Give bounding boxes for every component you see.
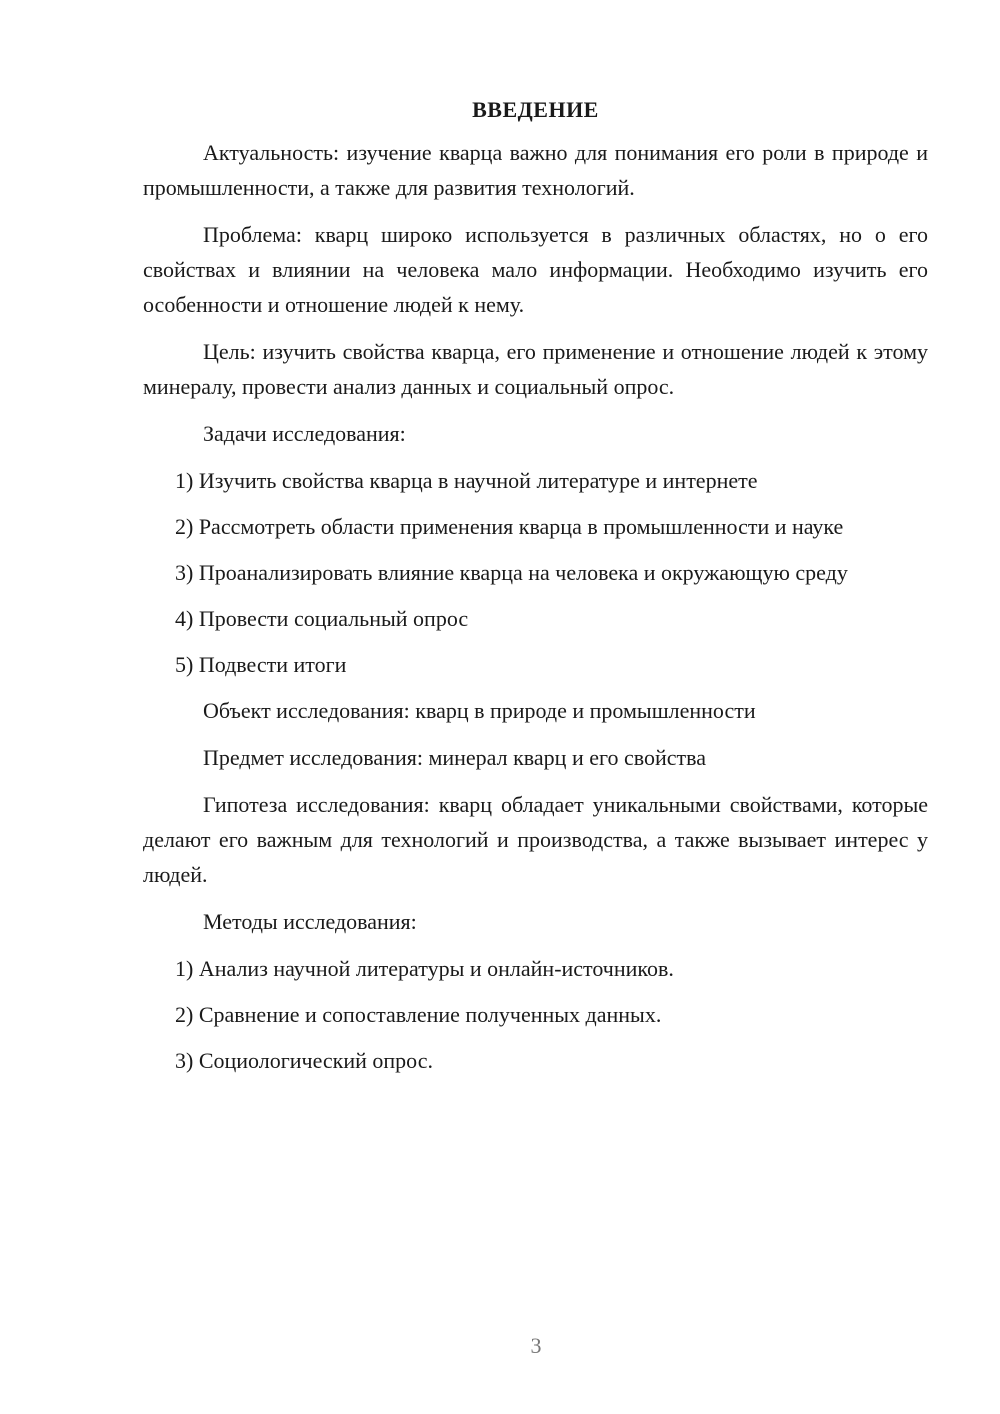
paragraph-tasks-heading: Задачи исследования: xyxy=(203,421,406,446)
task-item-2: 2) Рассмотреть области применения кварца в промышленности и науке xyxy=(175,514,844,539)
task-item-5: 5) Подвести итоги xyxy=(175,652,347,677)
task-item-3: 3) Проанализировать влияние кварца на человека и окружающую среду xyxy=(175,560,848,585)
document-body xyxy=(143,92,928,1089)
document-title: ВВЕДЕНИЕ xyxy=(472,97,599,122)
page-number: 3 xyxy=(530,1333,542,1358)
paragraph-object: Объект исследования: кварц в природе и промышленности xyxy=(203,698,756,723)
paragraph-goal: Цель: изучить свойства кварца, его применение и отношение людей к этому минералу, провести анализ данных и социальный опрос. xyxy=(143,339,928,399)
task-item-4: 4) Провести социальный опрос xyxy=(175,606,469,631)
paragraph-relevance: Актуальность: изучение кварца важно для понимания его роли в природе и промышленности, а также для развития технологий. xyxy=(143,140,928,200)
paragraph-subject: Предмет исследования: минерал кварц и его свойства xyxy=(203,745,706,770)
method-item-3: 3) Социологический опрос. xyxy=(175,1048,433,1073)
method-item-2: 2) Сравнение и сопоставление полученных данных. xyxy=(175,1002,662,1027)
paragraph-hypothesis: Гипотеза исследования: кварц обладает уникальными свойствами, которые делают его важным для технологий и производства, а также вызывает интерес у людей. xyxy=(143,792,928,887)
paragraph-problem: Проблема: кварц широко используется в различных областях, но о его свойствах и влиянии на человека мало информации. Необходимо изучить его особенности и отношение людей к нему. xyxy=(143,222,928,317)
method-item-1: 1) Анализ научной литературы и онлайн-источников. xyxy=(175,956,674,981)
task-item-1: 1) Изучить свойства кварца в научной литературе и интернете xyxy=(175,468,758,493)
paragraph-methods-heading: Методы исследования: xyxy=(203,909,417,934)
